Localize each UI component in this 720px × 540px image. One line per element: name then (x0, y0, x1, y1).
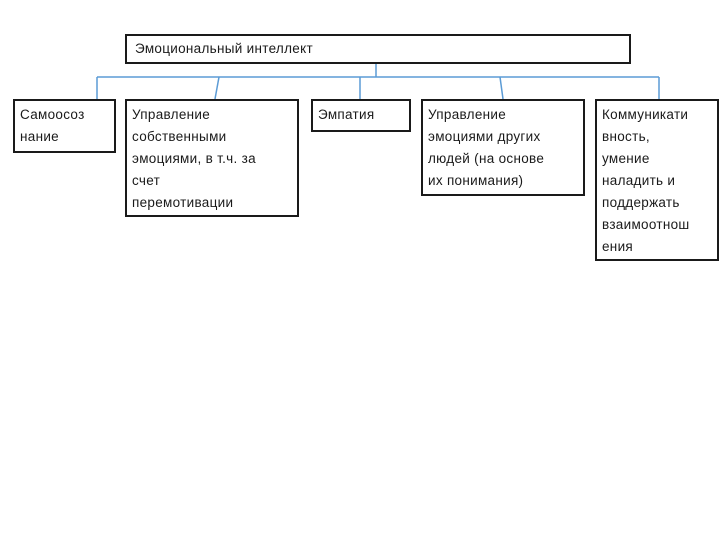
node-self-awareness: Самоосоз нание (13, 99, 116, 153)
node-others-emotion-management: Управление эмоциями других людей (на основе их понимания) (421, 99, 585, 196)
branch-line-2 (215, 77, 219, 99)
node-empathy: Эмпатия (311, 99, 411, 132)
branch-line-4 (500, 77, 503, 99)
root-node-emotional-intelligence: Эмоциональный интеллект (125, 34, 631, 64)
node-self-emotion-management: Управление собственными эмоциями, в т.ч. за счет перемотивации (125, 99, 299, 217)
node-communication: Коммуникати вность, умение наладить и поддержать взаимоотнош ения (595, 99, 719, 261)
